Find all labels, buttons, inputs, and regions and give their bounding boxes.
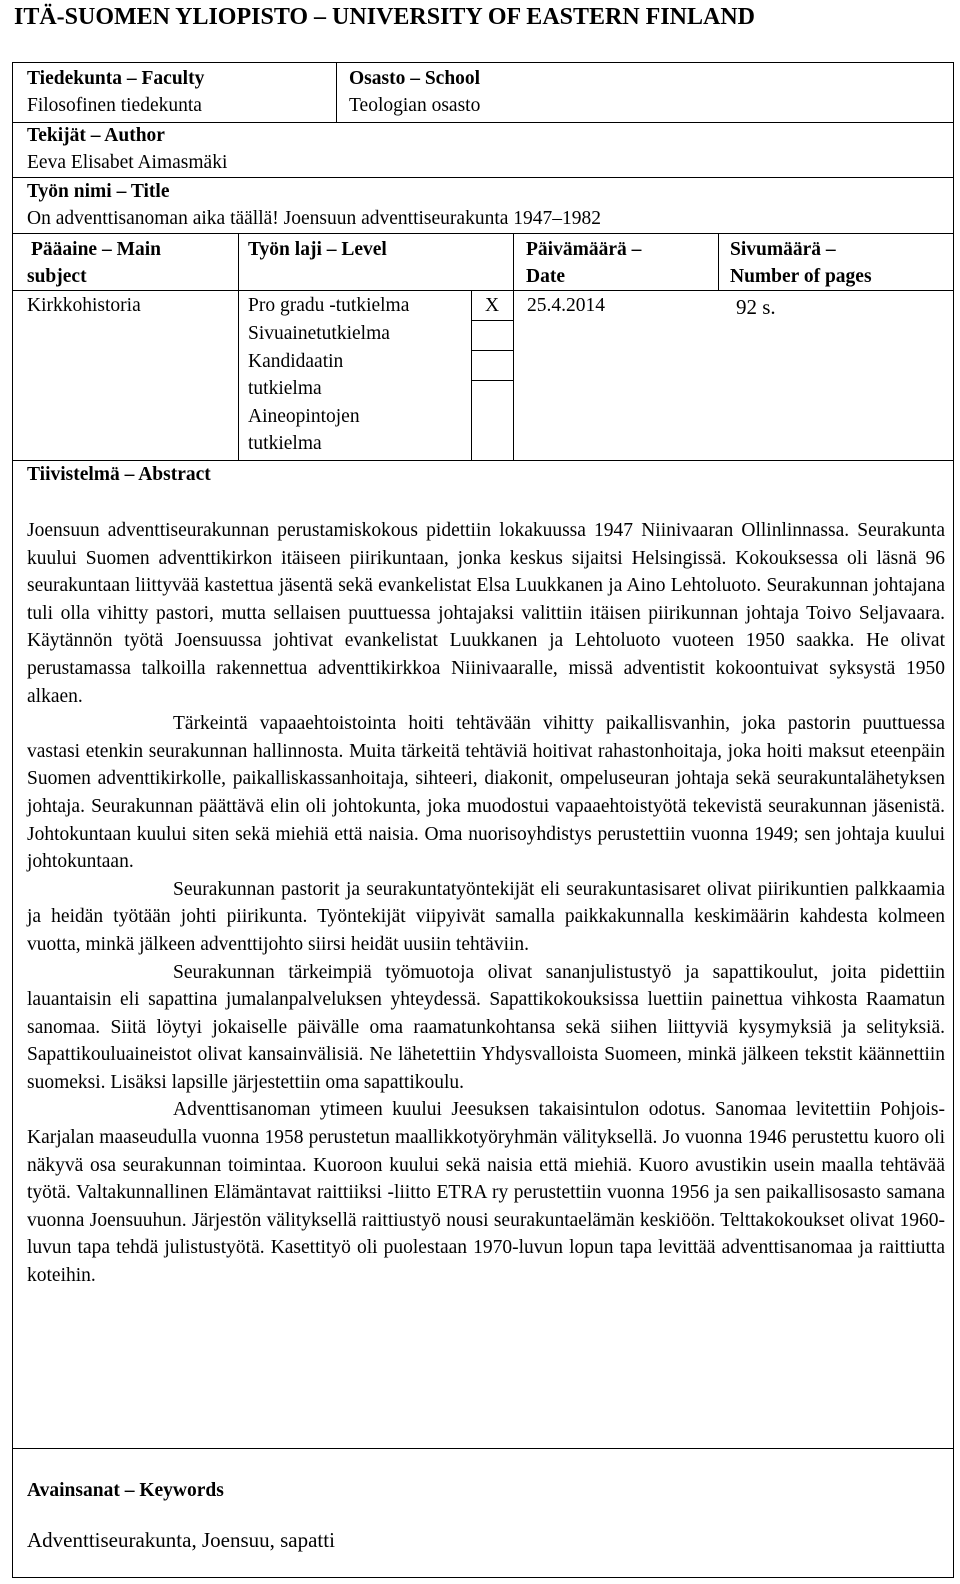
- faculty-value: Filosofinen tiedekunta: [27, 95, 202, 116]
- abstract-text: [27, 517, 945, 1290]
- author-label: Tekijät – Author: [27, 125, 165, 146]
- level-label: Työn laji – Level: [248, 239, 387, 260]
- divider: [471, 290, 472, 460]
- main-subject-label-continued: subject: [27, 266, 87, 287]
- divider: [513, 233, 514, 460]
- main-subject-label: Pääaine – Main: [31, 239, 161, 260]
- divider: [12, 1448, 954, 1449]
- pages-value: 92 s.: [736, 295, 776, 319]
- abstract-label: Tiivistelmä – Abstract: [27, 464, 211, 485]
- date-label: Päivämäärä –: [526, 239, 642, 260]
- level-option-kandidaatti: Kandidaatin: [248, 351, 344, 372]
- abstract-paragraph: Joensuun adventtiseurakunnan perustamiskokous pidettiin lokakuussa 1947 Niinivaaran Ollinlinnassa. Seurakunta kuului Suomen adventtikirkon itäiseen piirikuntaan, jonka keskus sijaitsi Helsingissä. Kokouksessa oli läsnä 96 seurakuntaan liittyvää kastettua jäsentä sekä evankelistat Elsa Luukkanen ja Aino Lehtoluoto. Seurakunnan johtajana tuli olla vihitty pastori, mutta sellaisen puuttuessa johtajaksi valittiin itäisen piirikunnan johtaja Toivo Seljavaara. Käytännön työtä Joensuussa johtivat evankelistat Luukkanen ja Lehtoluoto vuoteen 1950 saakka. He olivat perustamassa talkoilla rakennettua adventtikirkkoa Niinivaaralle, missä adventistit kokoontuivat syksystä 1950 alkaen.: [27, 520, 945, 707]
- divider: [238, 233, 239, 460]
- school-value: Teologian osasto: [349, 95, 481, 116]
- abstract-paragraph: Seurakunnan pastorit ja seurakuntatyöntekijät eli seurakuntasisaret olivat piirikuntien palkkaamia ja heidän työtään johti piirikunta. Työntekijät viipyivät samalla paikkakunnalla keskimäärin kahdesta kolmeen vuotta, minkä jälkeen adventtijohto siirsi heidät uusiin tehtäviin.: [27, 878, 945, 955]
- level-option-pro-gradu: Pro gradu -tutkielma: [248, 295, 410, 316]
- university-heading: ITÄ-SUOMEN YLIOPISTO – UNIVERSITY OF EASTERN FINLAND: [14, 4, 756, 30]
- faculty-label: Tiedekunta – Faculty: [27, 68, 205, 89]
- divider: [336, 62, 337, 122]
- pages-label: Sivumäärä –: [730, 239, 836, 260]
- main-subject-value: Kirkkohistoria: [27, 295, 141, 316]
- level-option-sivuaine: Sivuainetutkielma: [248, 323, 390, 344]
- abstract-paragraph: Tärkeintä vapaaehtoistointa hoiti tehtävään vihitty paikallisvanhin, joka pastorin puuttuessa vastasi etenkin seurakunnan hallinnosta. Muita tärkeitä tehtäviä hoitivat rahastonhoitaja, joka hoiti maksut eteenpäin Suomen adventtikirkolle, paikalliskassanhoitaja, sihteeri, diakonit, ompeluseuran johtaja sekä seurakuntalähetyksen johtaja. Seurakunnan päättävä elin oli johtokunta, joka muodostui vapaaehtoistyötä tekevistä seurakunnan jäsenistä. Johtokuntaan kuului siten sekä miehiä että naisia. Oma nuorisoyhdistys perustettiin vuonna 1949; sen johtaja kuului johtokuntaan.: [27, 713, 945, 873]
- divider: [12, 233, 954, 234]
- keywords-value: Adventtiseurakunta, Joensuu, sapatti: [27, 1528, 335, 1552]
- divider: [471, 320, 513, 321]
- level-mark-pro-gradu: X: [485, 295, 500, 316]
- level-option-aineopinnot: Aineopintojen: [248, 406, 360, 427]
- divider: [718, 233, 719, 290]
- pages-label-continued: Number of pages: [730, 266, 872, 287]
- level-option-aineopinnot-continued: tutkielma: [248, 433, 322, 454]
- level-option-kandidaatti-continued: tutkielma: [248, 378, 322, 399]
- abstract-paragraph: Seurakunnan tärkeimpiä työmuotoja olivat sananjulistustyö ja sapattikoulut, joita pidettiin lauantaisin eli sapattina jumalanpalveluksen yhteydessä. Sapattikokouksissa luettiin painettua vihkosta Raamatun sanomaa. Siitä löytyi jokaiselle päivälle oma raamatunkohtansa sekä siihen liittyviä kysymyksiä ja selityksiä. Sapattikouluaineistot olivat kansainvälisiä. Ne lähetettiin Yhdysvalloista Suomeen, minkä jälkeen tekstit käännettiin suomeksi. Lisäksi lapsille järjestettiin oma sapattikoulu.: [27, 961, 945, 1093]
- abstract-paragraph: Adventtisanoman ytimeen kuului Jeesuksen takaisintulon odotus. Sanomaa levitettiin Pohjois-Karjalan maaseudulla vuonna 1958 perustetun maallikkotyöryhmän välityksellä. Jo vuonna 1946 perustettu kuoro oli näkyvä osa seurakunnan toimintaa. Kuoroon kuului sekä naisia että miehiä. Kuoro avustikin usein maalla tehtävää työtä. Valtakunnallinen Elämäntavat raittiiksi -liitto ETRA ry perustettiin vuonna 1956 ja sen paikallisosasto samana vuonna Joensuuhun. Järjestön välityksellä raittiustyö nousi seurakuntaelämän keskiöön. Telttakokoukset olivat 1960-luvun tapa tehdä julistustyötä. Kasettityö oli puolestaan 1970-luvun lopun tapa levittää adventtisanomaa ja raittiutta koteihin.: [27, 1099, 945, 1287]
- date-label-continued: Date: [526, 266, 565, 287]
- school-label: Osasto – School: [349, 68, 481, 89]
- author-value: Eeva Elisabet Aimasmäki: [27, 152, 228, 173]
- divider: [471, 380, 513, 381]
- title-value: On adventtisanoman aika täällä! Joensuun adventtiseurakunta 1947–1982: [27, 208, 602, 229]
- divider: [12, 290, 954, 291]
- title-label: Työn nimi – Title: [27, 181, 170, 202]
- date-value: 25.4.2014: [527, 295, 605, 316]
- divider: [471, 350, 513, 351]
- keywords-label: Avainsanat – Keywords: [27, 1480, 224, 1501]
